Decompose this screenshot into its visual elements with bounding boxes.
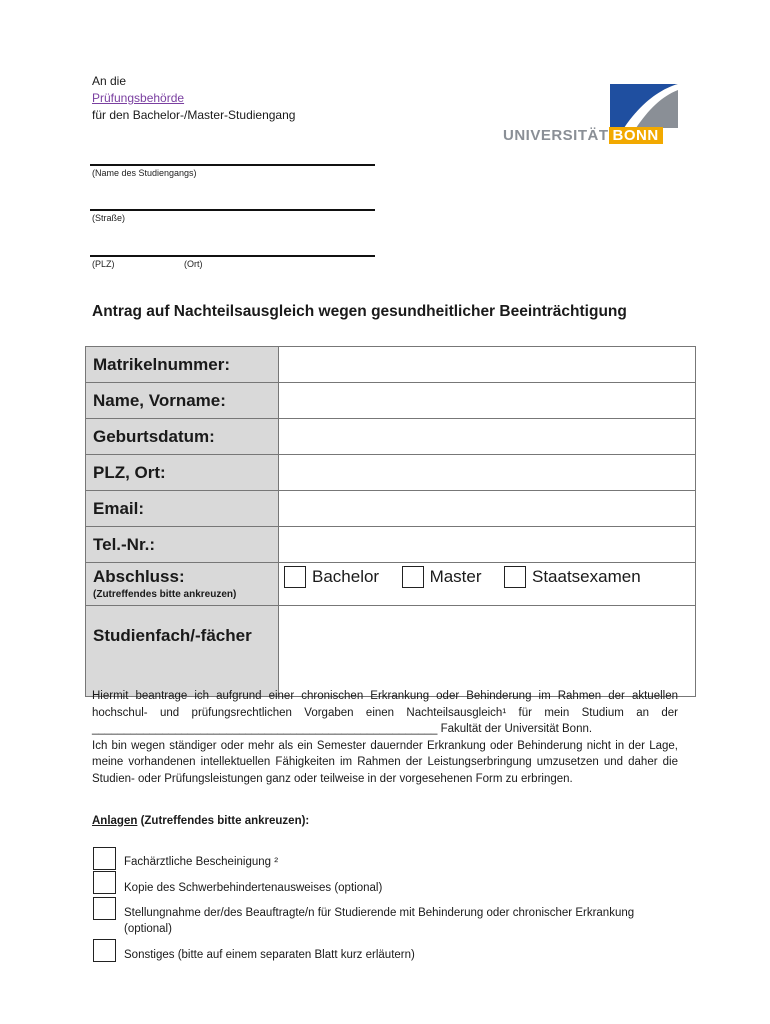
anlage-checkbox-1[interactable] bbox=[93, 847, 116, 870]
matrikel-field[interactable] bbox=[279, 347, 696, 383]
university-logo-text bbox=[503, 127, 663, 143]
studiengang-line[interactable] bbox=[90, 164, 375, 166]
table-row bbox=[86, 455, 696, 491]
tel-field[interactable] bbox=[279, 527, 696, 563]
strasse-line[interactable] bbox=[90, 209, 375, 211]
university-logo-mark-icon bbox=[610, 84, 678, 128]
anlage-label-2: Kopie des Schwerbehindertenausweises (optional) bbox=[124, 882, 383, 894]
address-line-3: für den Bachelor-/Master-Studiengang bbox=[92, 108, 296, 122]
abschluss-label: Abschluss: bbox=[93, 567, 185, 586]
abschluss-options bbox=[279, 563, 696, 606]
name-label: Name, Vorname: bbox=[86, 383, 279, 419]
plz-ort-line[interactable] bbox=[90, 255, 375, 257]
plz-ort-field[interactable] bbox=[279, 455, 696, 491]
staatsexamen-label: Staatsexamen bbox=[531, 567, 641, 586]
master-checkbox[interactable] bbox=[402, 566, 424, 588]
bachelor-label: Bachelor bbox=[312, 567, 380, 586]
table-row bbox=[86, 383, 696, 419]
anlage-label-3: Stellungnahme der/des Beauftragte/n für Studierende mit Behinderung oder chronischer Erkrankung (optional) bbox=[124, 907, 635, 935]
master-label: Master bbox=[429, 567, 482, 586]
logo-bonn: BONN bbox=[609, 127, 663, 144]
studienfach-label: Studienfach/-fächer bbox=[86, 606, 279, 697]
abschluss-hint: (Zutreffendes bitte ankreuzen) bbox=[93, 589, 237, 600]
studiengang-caption: (Name des Studiengangs) bbox=[92, 168, 197, 178]
applicant-form-table bbox=[85, 346, 696, 697]
application-text bbox=[92, 688, 678, 787]
email-label: Email: bbox=[86, 491, 279, 527]
bachelor-checkbox[interactable] bbox=[284, 566, 306, 588]
table-row bbox=[86, 347, 696, 383]
geburtsdatum-field[interactable] bbox=[279, 419, 696, 455]
anlage-checkbox-2[interactable] bbox=[93, 871, 116, 894]
plz-ort-label: PLZ, Ort: bbox=[86, 455, 279, 491]
table-row bbox=[86, 527, 696, 563]
ort-caption: (Ort) bbox=[184, 259, 203, 269]
anlage-checkbox-4[interactable] bbox=[93, 939, 116, 962]
anlage-checkbox-3[interactable] bbox=[93, 897, 116, 920]
page-title: Antrag auf Nachteilsausgleich wegen gesundheitlicher Beeinträchtigung bbox=[92, 303, 627, 320]
abschluss-cell bbox=[86, 563, 279, 606]
matrikel-label: Matrikelnummer: bbox=[86, 347, 279, 383]
anlagen-heading-rest: (Zutreffendes bitte ankreuzen): bbox=[137, 815, 310, 827]
tel-label: Tel.-Nr.: bbox=[86, 527, 279, 563]
name-field[interactable] bbox=[279, 383, 696, 419]
logo-universitaet: UNIVERSITÄT bbox=[503, 127, 609, 144]
address-line-1: An die bbox=[92, 74, 127, 88]
anlagen-heading bbox=[92, 815, 309, 827]
studienfach-field[interactable] bbox=[279, 606, 696, 697]
paragraph-1: Hiermit beantrage ich aufgrund einer chronischen Erkrankung oder Behinderung im Rahmen der aktuellen hochschul- und prüfungsrechtlichen Vorgaben einen Nachteilsausgleich¹ für mein Studium an der ______________________________________________________ Fakultät der Universität Bonn. bbox=[92, 690, 678, 735]
address-block bbox=[92, 73, 295, 124]
pruefungsbehoerde-link[interactable]: Prüfungsbehörde bbox=[92, 91, 185, 105]
table-row bbox=[86, 491, 696, 527]
staatsexamen-checkbox[interactable] bbox=[504, 566, 526, 588]
anlagen-heading-underlined: Anlagen bbox=[92, 815, 138, 827]
anlage-label-4: Sonstiges (bitte auf einem separaten Blatt kurz erläutern) bbox=[124, 949, 415, 961]
table-row bbox=[86, 606, 696, 697]
paragraph-2: Ich bin wegen ständiger oder mehr als ein Semester dauernder Erkrankung oder Behinderung nicht in der Lage, meine vorhandenen intellektuellen Fähigkeiten im Rahmen der Leistungserbringung umzusetzen und daher die Studien- oder Prüfungsleistungen ganz oder teilweise in der vorgesehenen Form zu erbringen. bbox=[92, 739, 678, 785]
strasse-caption: (Straße) bbox=[92, 213, 126, 223]
email-field[interactable] bbox=[279, 491, 696, 527]
plz-caption: (PLZ) bbox=[92, 259, 115, 269]
table-row bbox=[86, 419, 696, 455]
anlage-label-1: Fachärztliche Bescheinigung ² bbox=[124, 856, 279, 868]
geburtsdatum-label: Geburtsdatum: bbox=[86, 419, 279, 455]
table-row bbox=[86, 563, 696, 606]
